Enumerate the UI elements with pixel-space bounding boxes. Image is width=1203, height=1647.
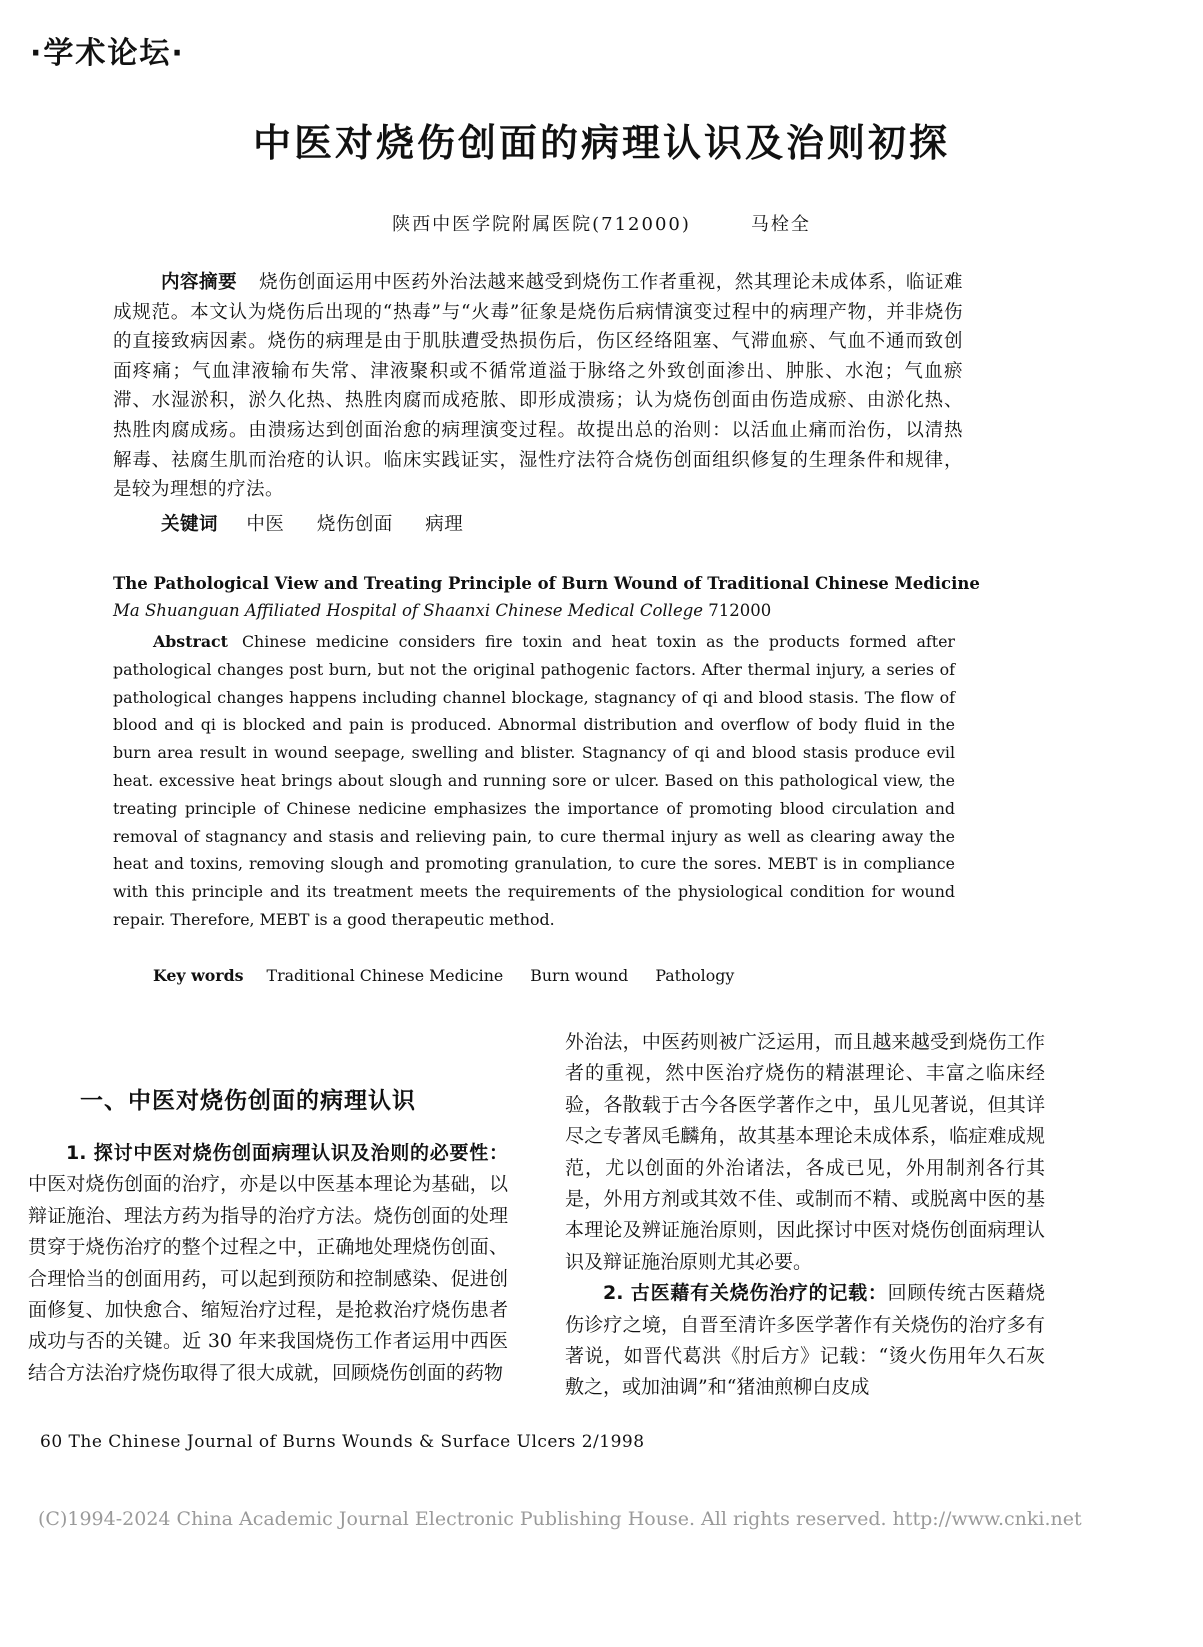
body-column-right [565, 1027, 1045, 1404]
english-postcode: 712000 [708, 601, 772, 620]
article-title: 中医对烧伤创面的病理认识及治则初探 [252, 121, 950, 165]
body-column-left [28, 1138, 508, 1389]
subsection-heading: 2. 古医藉有关烧伤治疗的记载： [603, 1282, 888, 1305]
english-title: The Pathological View and Treating Principle of Burn Wound of Traditional Chinese Medicine [113, 574, 980, 593]
paragraph [28, 1138, 508, 1389]
chinese-keyword: 烧伤创面 [316, 514, 393, 535]
paragraph: 外治法，中医药则被广泛运用，而且越来越受到烧伤工作者的重视，然中医治疗烧伤的精湛理论、丰富之临床经验，各散载于古今各医学著作之中，虽儿见著说，但其详尽之专著凤毛麟角，故其基本理论未成体系，临症难成规范，尤以创面的外治诸法，各成已见，外用制剂各行其是，外用方剂或其效不佳、或制而不精、或脱离中医的基本理论及辨证施治原则，因此探讨中医对烧伤创面病理认识及辩证施治原则尤其必要。 [565, 1031, 1045, 1273]
subsection-heading: 1. 探讨中医对烧伤创面病理认识及治则的必要性： [66, 1142, 508, 1164]
english-abstract [113, 628, 955, 934]
english-keyword: Traditional Chinese Medicine [266, 966, 504, 985]
chinese-abstract [113, 268, 963, 505]
page-footer: 60 The Chinese Journal of Burns Wounds & Surface Ulcers 2/1998 [40, 1432, 645, 1452]
paragraph-text: 回顾传统古医藉烧伤诊疗之境，自晋至清许多医学著作有关烧伤的治疗多有著说，如晋代葛洪《肘后方》记载：“烫火伤用年久石灰敷之，或加油调”和“猪油煎柳白皮成 [565, 1282, 1045, 1399]
affiliation: 陕西中医学院附属医院(712000) [392, 214, 691, 235]
chinese-keyword: 病理 [425, 514, 464, 535]
chinese-keyword: 中医 [246, 514, 285, 535]
paragraph-text: 中医对烧伤创面的治疗，亦是以中医基本理论为基础，以辩证施治、理法方药为指导的治疗方法。烧伤创面的处理贯穿于烧伤治疗的整个过程之中，正确地处理烧伤创面、合理恰当的创面用药，可以起到预防和控制感染、促进创面修复、加快愈合、缩短治疗过程，是抢救治疗烧伤患者成功与否的关键。近 30 年来我国烧伤工作者运用中西医结合方法治疗烧伤取得了很大成就，回顾烧伤创面的药物 [28, 1173, 508, 1384]
author: 马栓全 [750, 214, 811, 235]
english-keywords-label: Key words [153, 966, 244, 985]
chinese-abstract-text: 烧伤创面运用中医药外治法越来越受到烧伤工作者重视，然其理论未成体系，临证难成规范。本文认为烧伤后出现的“热毒”与“火毒”征象是烧伤后病情演变过程中的病理产物，并非烧伤的直接致病因素。烧伤的病理是由于肌肤遭受热损伤后，伤区经络阻塞、气滞血瘀、气血不通而致创面疼痛；气血津液输布失常、津液聚积或不循常道溢于脉络之外致创面渗出、肿胀、水泡；气血瘀滞、水湿淤积，淤久化热、热胜肉腐而成疮脓、即形成溃疡；认为烧伤创面由伤造成瘀、由淤化热、热胜肉腐成疡。由溃疡达到创面治愈的病理演变过程。故提出总的治则：以活血止痛而治伤，以清热解毒、祛腐生肌而治疮的认识。临床实践证实，湿性疗法符合烧伤创面组织修复的生理条件和规律，是较为理想的疗法。 [113, 272, 963, 501]
english-abstract-text: Chinese medicine considers fire toxin and heat toxin as the products formed after pathological changes post burn, but not the original pathogenic factors. After thermal injury, a series of pathological changes happens including channel blockage, stagnancy of qi and blood stasis. The flow of blood and qi is blocked and pain is produced. Abnormal distribution and overflow of body fluid in the burn area result in wound seepage, swelling and blister. Stagnancy of qi and blood stasis produce evil heat. excessive heat brings about slough and running sore or ulcer. Based on this pathological view, the treating principle of Chinese nedicine emphasizes the importance of promoting blood circulation and removal of stagnancy and stasis and relieving pain, to cure thermal injury as well as clearing away the heat and toxins, removing slough and promoting granulation, to cure the sores. MEBT is in compliance with this principle and its treatment meets the requirements of the physiological condition for wound repair. Therefore, MEBT is a good therapeutic method. [113, 632, 955, 929]
paragraph [565, 1278, 1045, 1404]
english-keyword: Burn wound [530, 966, 629, 985]
english-abstract-label: Abstract [153, 632, 228, 651]
english-author: Ma Shuanguan Affiliated Hospital of Shaanxi Chinese Medical College [113, 601, 704, 620]
chinese-keywords-label: 关键词 [161, 514, 219, 535]
copyright-watermark: (C)1994-2024 China Academic Journal Electronic Publishing House. All rights reserved. http://www.cnki.net [38, 1508, 1082, 1530]
english-keyword: Pathology [655, 966, 735, 985]
english-author-affiliation [113, 601, 963, 620]
affiliation-line [0, 210, 1203, 236]
section-heading: 一、中医对烧伤创面的病理认识 [80, 1088, 416, 1114]
chinese-abstract-label: 内容摘要 [161, 272, 238, 293]
column-tag: ·学术论坛· [30, 36, 185, 71]
english-keywords [153, 966, 756, 985]
chinese-keywords [113, 510, 1011, 540]
